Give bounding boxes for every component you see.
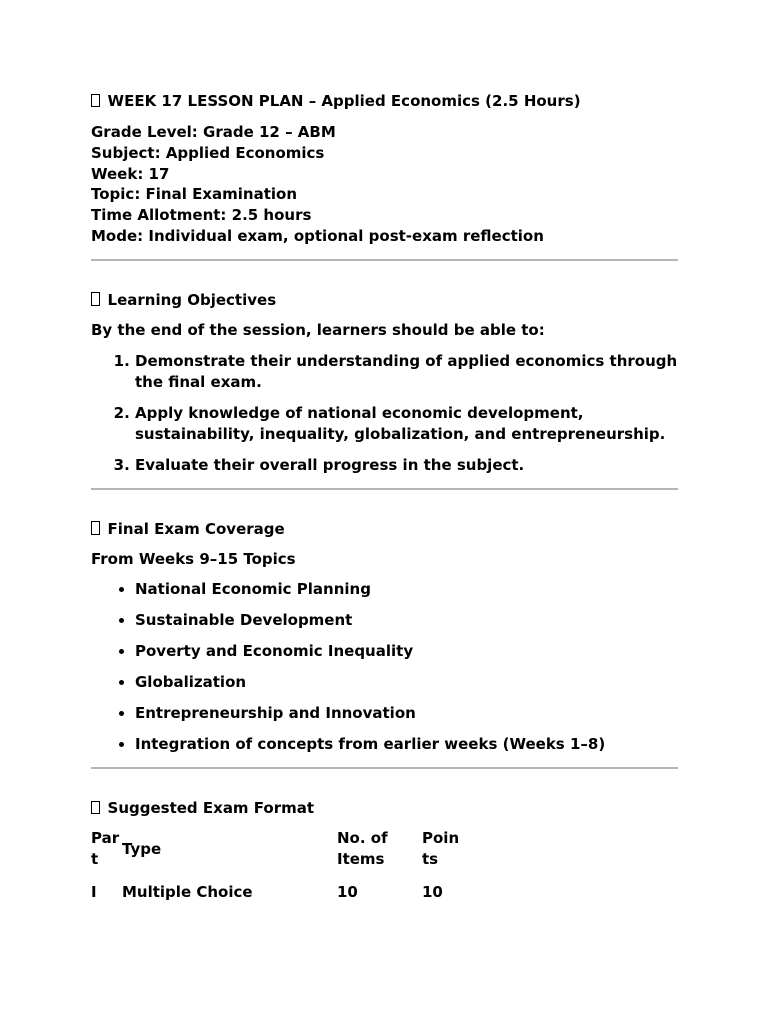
cell-part: I [91, 883, 97, 902]
lesson-plan-title [91, 90, 678, 112]
coverage-item: • Integration of concepts from earlier weeks (Weeks 1–8) [135, 734, 678, 755]
title-text: WEEK 17 LESSON PLAN – Applied Economics (2.5 Hours) [107, 92, 581, 110]
meta-subject: Subject: Applied Economics [91, 143, 325, 162]
missing-glyph-icon [91, 292, 100, 306]
objectives-list [91, 351, 678, 476]
missing-glyph-icon [91, 801, 100, 815]
cell-points: 10 [422, 883, 443, 902]
objectives-intro: By the end of the session, learners should be able to: [91, 320, 545, 339]
table-header-row [91, 828, 460, 870]
coverage-item: • National Economic Planning [135, 579, 678, 600]
coverage-item: • Sustainable Development [135, 610, 678, 631]
objectives-title-text: Learning Objectives [107, 290, 277, 309]
objective-item: 3. Evaluate their overall progress in the subject. [135, 455, 678, 476]
coverage-title [91, 518, 678, 540]
objective-item: 2. Apply knowledge of national economic development, sustainability, inequality, globalization, and entrepreneurship. [135, 403, 678, 445]
coverage-item: • Globalization [135, 672, 678, 693]
missing-glyph-icon [91, 521, 100, 535]
header-points: Poin ts [422, 829, 460, 869]
meta-grade-level: Grade Level: Grade 12 – ABM [91, 123, 336, 141]
meta-topic: Topic: Final Examination [91, 185, 298, 204]
meta-mode: Mode: Individual exam, optional post-exam reflection [91, 226, 544, 245]
format-title [91, 797, 678, 819]
header-part: Par t [91, 829, 120, 869]
meta-time-allotment: Time Allotment: 2.5 hours [91, 206, 312, 225]
format-title-text: Suggested Exam Format [107, 799, 315, 818]
header-items: No. of Items [337, 829, 388, 869]
cell-items: 10 [337, 883, 358, 902]
objectives-title [91, 289, 678, 311]
cell-type: Multiple Choice [122, 883, 253, 902]
coverage-intro: From Weeks 9–15 Topics [91, 549, 296, 568]
objective-item: 1. Demonstrate their understanding of applied economics through the final exam. [135, 351, 678, 393]
table-row [91, 870, 460, 903]
exam-format-table [91, 828, 460, 903]
lesson-plan [91, 90, 678, 903]
coverage-item: • Entrepreneurship and Innovation [135, 703, 678, 724]
meta-week: Week: 17 [91, 164, 170, 183]
meta-block [91, 122, 678, 247]
missing-glyph-icon [91, 94, 100, 108]
header-type: Type [122, 839, 162, 858]
coverage-item: • Poverty and Economic Inequality [135, 641, 678, 662]
coverage-list [91, 579, 678, 755]
coverage-title-text: Final Exam Coverage [107, 519, 285, 538]
